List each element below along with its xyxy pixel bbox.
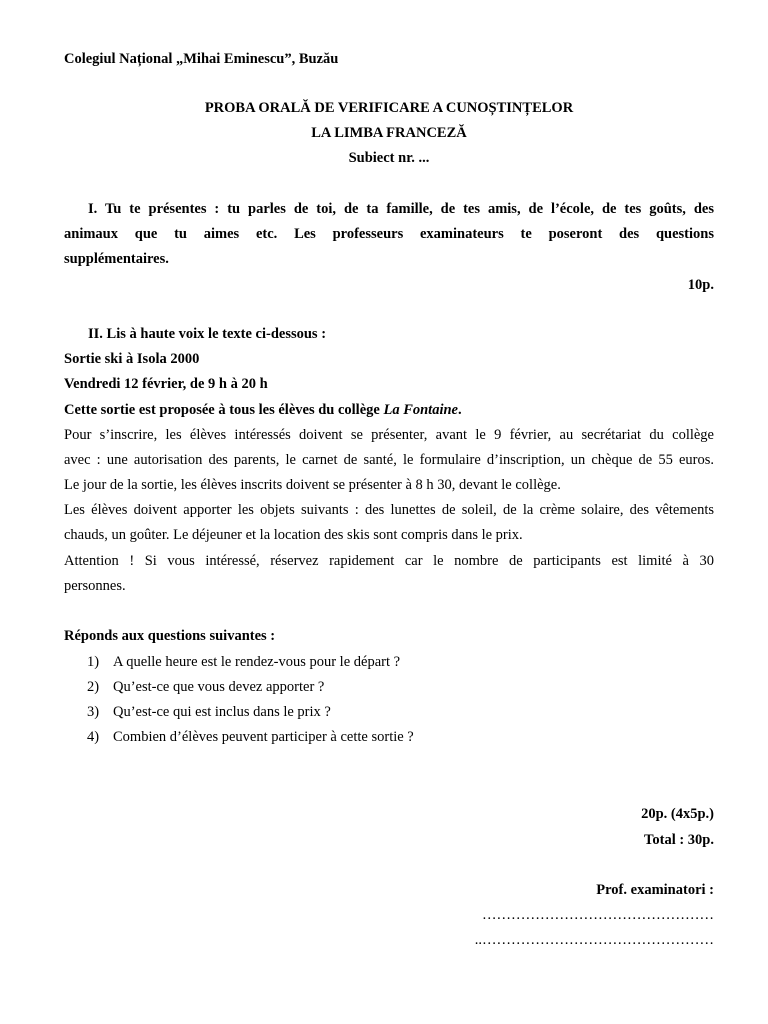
examiner-signature-line-1: ………………………………………… bbox=[482, 907, 714, 923]
institution-name: Colegiul Național „Mihai Eminescu”, Buzău bbox=[64, 51, 339, 67]
proposal-prefix: Cette sortie est proposée à tous les élèves du collège bbox=[64, 402, 384, 418]
total-points: Total : 30p. bbox=[644, 832, 714, 848]
examiners-label: Prof. examinatori : bbox=[596, 882, 714, 898]
exam-subtitle: LA LIMBA FRANCEZĂ bbox=[311, 125, 467, 141]
section1-line2: animaux que tu aimes etc. Les professeurs examinateurs te poseront des questions bbox=[64, 226, 714, 242]
paragraph1-line1: Pour s’inscrire, les élèves intéressés doivent se présenter, avant le 9 février, au secrétariat du collège bbox=[64, 427, 714, 443]
question-text: Combien d’élèves peuvent participer à cette sortie ? bbox=[113, 729, 414, 745]
proposal-suffix: . bbox=[458, 402, 462, 418]
questions-points: 20p. (4x5p.) bbox=[641, 806, 714, 822]
text-title: Sortie ski à Isola 2000 bbox=[64, 351, 200, 367]
question-text: Qu’est-ce qui est inclus dans le prix ? bbox=[113, 704, 331, 720]
paragraph3-line1: Les élèves doivent apporter les objets suivants : des lunettes de soleil, de la crème solaire, des vêtements bbox=[64, 502, 714, 518]
paragraph2: Le jour de la sortie, les élèves inscrits doivent se présenter à 8 h 30, devant le collège. bbox=[64, 477, 561, 493]
school-name: La Fontaine bbox=[383, 402, 458, 418]
question-item bbox=[87, 728, 414, 746]
questions-heading: Réponds aux questions suivantes : bbox=[64, 628, 276, 644]
examiner-signature-line-2: ..………………………………………… bbox=[474, 932, 714, 948]
question-item bbox=[87, 678, 324, 696]
paragraph4-line2: personnes. bbox=[64, 578, 126, 594]
question-item bbox=[87, 653, 400, 671]
section1-heading: I. Tu te présentes : tu parles de toi, de ta famille, de tes amis, de l’école, de tes goûts, des bbox=[88, 201, 714, 217]
paragraph3-line2: chauds, un goûter. Le déjeuner et la location des skis sont compris dans le prix. bbox=[64, 527, 523, 543]
question-number: 1) bbox=[87, 654, 100, 670]
paragraph1-line2: avec : une autorisation des parents, le carnet de santé, le formulaire d’inscription, un chèque de 55 euros. bbox=[64, 452, 714, 468]
question-number: 3) bbox=[87, 704, 100, 720]
section2-heading: II. Lis à haute voix le texte ci-dessous : bbox=[88, 326, 327, 342]
paragraph4-line1: Attention ! Si vous intéressé, réservez rapidement car le nombre de participants est limité à 30 bbox=[64, 553, 714, 569]
question-text: Qu’est-ce que vous devez apporter ? bbox=[113, 679, 325, 695]
section1-line3: supplémentaires. bbox=[64, 251, 169, 267]
section1-points: 10p. bbox=[687, 277, 714, 293]
question-text: A quelle heure est le rendez-vous pour le départ ? bbox=[113, 654, 401, 670]
question-item bbox=[87, 703, 331, 721]
exam-document bbox=[64, 0, 714, 1024]
exam-title: PROBA ORALĂ DE VERIFICARE A CUNOȘTINȚELOR bbox=[204, 100, 574, 116]
text-date: Vendredi 12 février, de 9 h à 20 h bbox=[64, 376, 268, 392]
question-number: 2) bbox=[87, 679, 100, 695]
text-proposal bbox=[64, 401, 714, 419]
subject-number: Subiect nr. ... bbox=[348, 150, 430, 166]
question-number: 4) bbox=[87, 729, 100, 745]
